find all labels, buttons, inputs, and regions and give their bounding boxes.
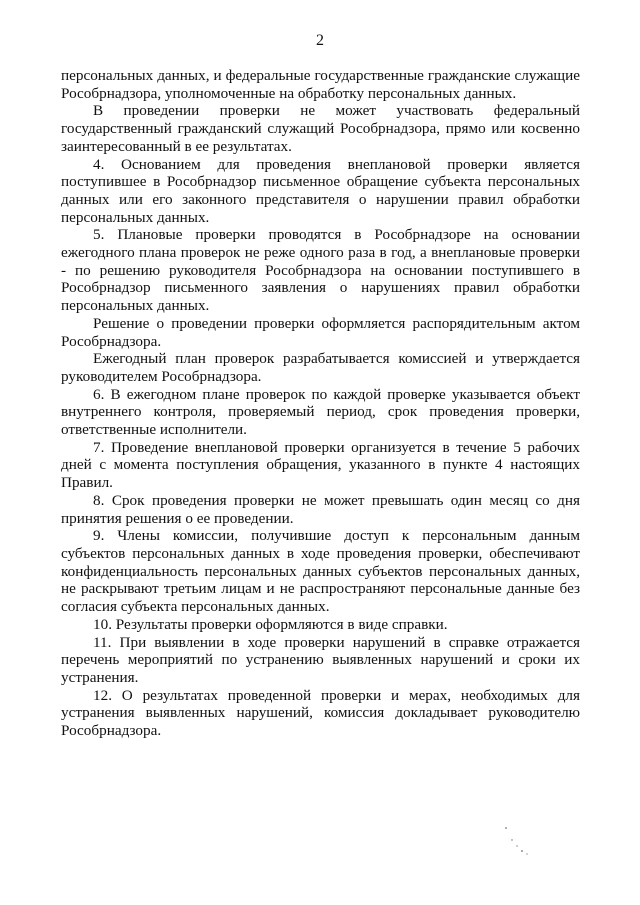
paragraph: Решение о проведении проверки оформляется распорядительным актом Рособрнадзора. [61, 314, 580, 350]
document-body [61, 67, 580, 740]
paragraph-item-11: 11. При выявлении в ходе проверки нарушений в справке отражается перечень мероприятий по устранению выявленных нарушений и сроки их устранения. [61, 633, 580, 686]
paragraph-item-7: 7. Проведение внеплановой проверки организуется в течение 5 рабочих дней с момента поступления обращения, указанного в пункте 4 настоящих Правил. [61, 438, 580, 492]
paragraph-item-6: 6. В ежегодном плане проверок по каждой проверке указывается объект внутреннего контроля, проверяемый период, срок проведения проверки, ответственные исполнители. [61, 385, 580, 439]
paragraph-item-9: 9. Члены комиссии, получившие доступ к персональным данным субъектов персональных данных в ходе проведения проверки, обеспечивают конфиденциальность персональных данных субъектов персональных данных, не раскрывают третьим лицам и не распространяют персональные данные без согласия субъекта персональных данных. [61, 527, 580, 616]
page-number: 2 [316, 32, 324, 49]
paragraph-item-10: 10. Результаты проверки оформляются в виде справки. [93, 615, 448, 633]
paragraph-item-5: 5. Плановые проверки проводятся в Рособрнадзоре на основании ежегодного плана проверок не реже одного раза в год, а внеплановые проверки - по решению руководителя Рособрнадзора на основании поступившего в Рособрнадзор письменного заявления о нарушениях правил обработки персональных данных. [61, 226, 580, 315]
paragraph-item-4: 4. Основанием для проведения внеплановой проверки является поступившее в Рособрнадзор письменное обращение субъекта персональных данных или его законного представителя о нарушении правил обработки персональных данных. [61, 155, 580, 226]
paragraph-continuation: персональных данных, и федеральные государственные гражданские служащие Рособрнадзора, уполномоченные на обработку персональных данных. [61, 67, 580, 102]
paragraph-item-8: 8. Срок проведения проверки не может превышать один месяц со дня принятия решения о ее проведении. [61, 491, 580, 527]
paragraph-item-12: 12. О результатах проведенной проверки и мерах, необходимых для устранения выявленных нарушений, комиссия докладывает руководителю Рособрнадзора. [61, 686, 580, 740]
paragraph: Ежегодный план проверок разрабатывается комиссией и утверждается руководителем Рособрнадзора. [61, 350, 580, 385]
scan-specks [500, 820, 540, 860]
paragraph: В проведении проверки не может участвовать федеральный государственный гражданский служащий Рособрнадзора, прямо или косвенно заинтересованный в ее результатах. [61, 102, 580, 155]
